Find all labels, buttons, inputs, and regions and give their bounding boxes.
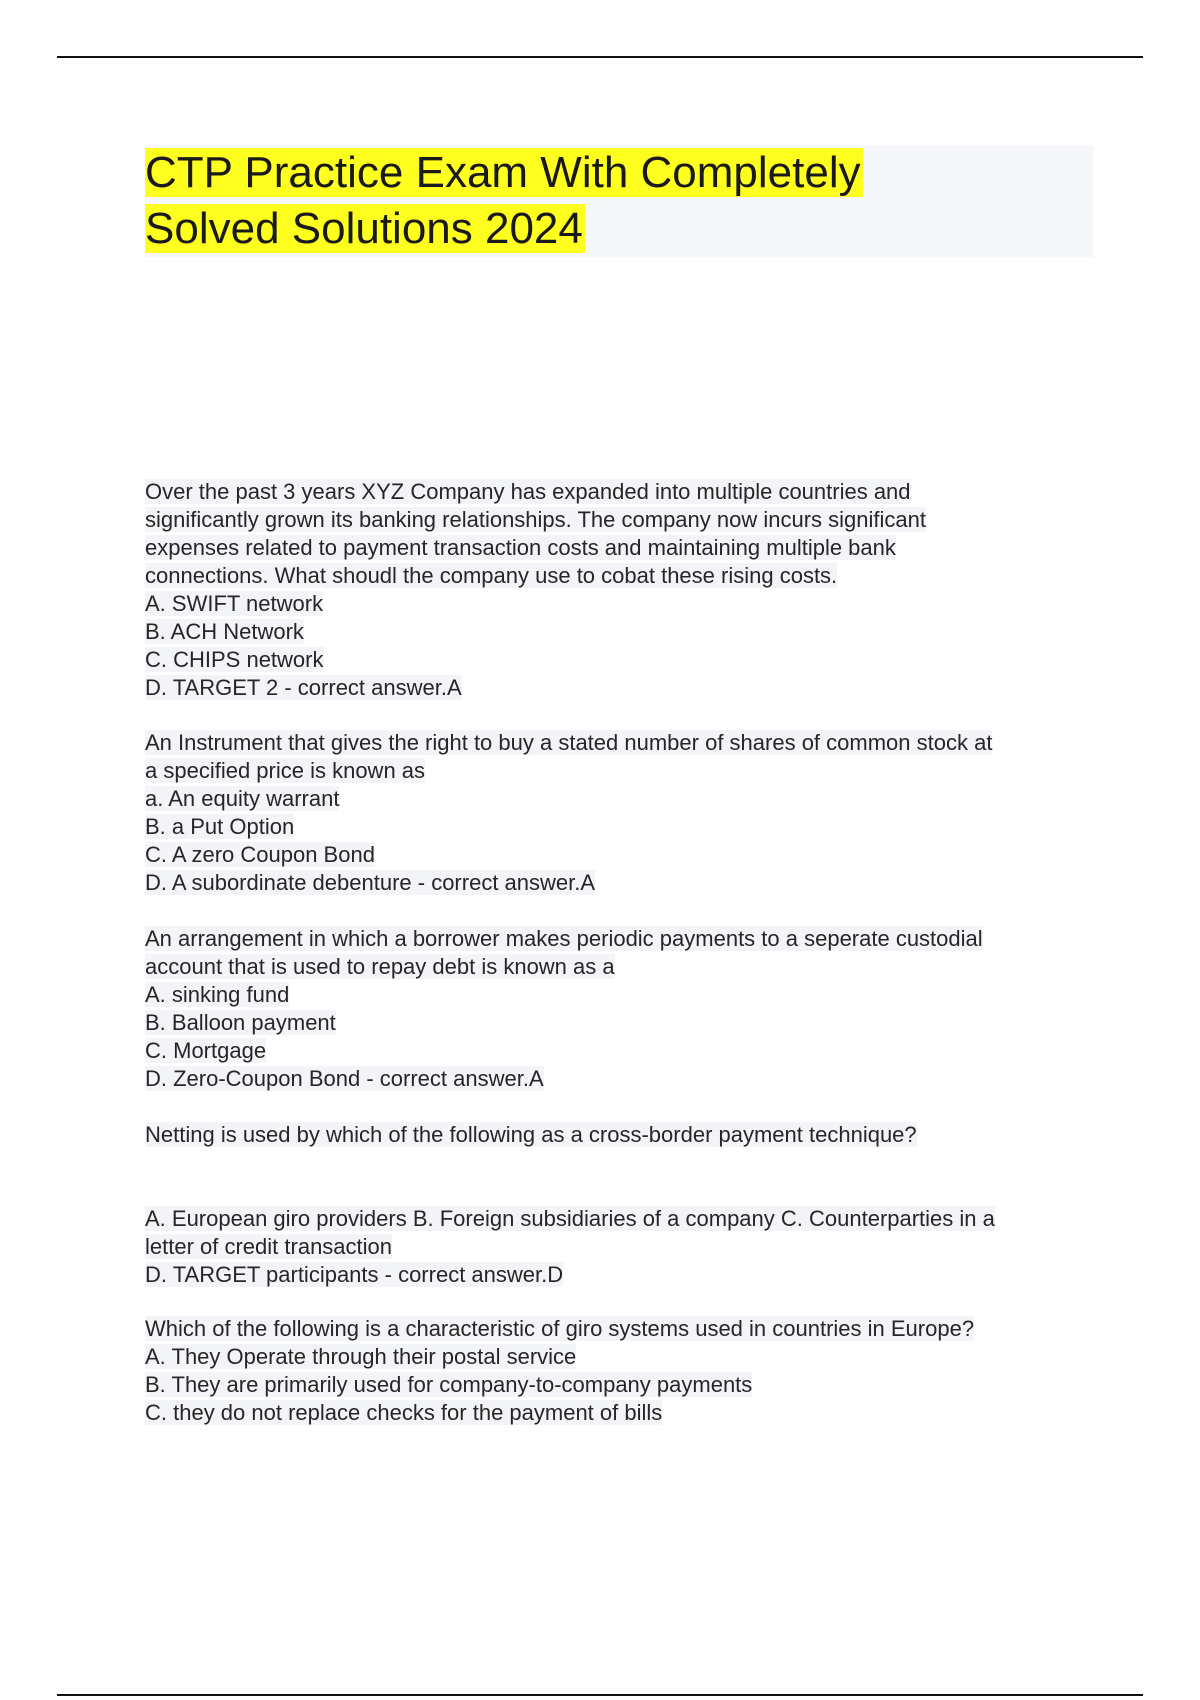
answer-option: D. A subordinate debenture - correct answer.A (145, 870, 596, 895)
question-text: expenses related to payment transaction costs and maintaining multiple bank (145, 535, 896, 560)
question-text: Which of the following is a characteristic of giro systems used in countries in Europe? (145, 1316, 975, 1341)
answer-option: C. A zero Coupon Bond (145, 842, 375, 867)
question-text: account that is used to repay debt is known as a (145, 954, 615, 979)
question-block (145, 478, 1085, 702)
question-text: Over the past 3 years XYZ Company has expanded into multiple countries and (145, 479, 911, 504)
answer-option: A. SWIFT network (145, 591, 324, 616)
answer-option: B. Balloon payment (145, 1010, 336, 1035)
header-rule (57, 56, 1143, 58)
question-text: connections. What shoudl the company use to cobat these rising costs. (145, 563, 838, 588)
question-text: An Instrument that gives the right to buy a stated number of shares of common stock at (145, 730, 993, 755)
answer-option: B. a Put Option (145, 814, 295, 839)
title-line: CTP Practice Exam With Completely (145, 148, 861, 197)
title-line: Solved Solutions 2024 (145, 204, 583, 253)
answer-option: a. An equity warrant (145, 786, 340, 811)
question-text: Netting is used by which of the following as a cross-border payment technique? (145, 1122, 917, 1147)
answer-option: A. European giro providers B. Foreign subsidiaries of a company C. Counterparties in a (145, 1206, 995, 1231)
answer-option: A. They Operate through their postal service (145, 1344, 577, 1369)
question-text: An arrangement in which a borrower makes periodic payments to a seperate custodial (145, 926, 983, 951)
document-title (145, 145, 1093, 257)
question-text: significantly grown its banking relationships. The company now incurs significant (145, 507, 926, 532)
answer-option: letter of credit transaction (145, 1234, 393, 1259)
question-block (145, 729, 1085, 897)
answer-option: D. TARGET participants - correct answer.D (145, 1262, 564, 1287)
spacer-line (145, 1177, 1085, 1205)
answer-option: A. sinking fund (145, 982, 290, 1007)
spacer-line (145, 1149, 1085, 1177)
answer-option: D. TARGET 2 - correct answer.A (145, 675, 462, 700)
question-block (145, 1121, 1085, 1289)
footer-rule (57, 1694, 1143, 1696)
answer-option: C. Mortgage (145, 1038, 267, 1063)
answer-option: B. They are primarily used for company-to-company payments (145, 1372, 753, 1397)
answer-option: B. ACH Network (145, 619, 304, 644)
question-text: a specified price is known as (145, 758, 426, 783)
answer-option: C. CHIPS network (145, 647, 324, 672)
answer-option: C. they do not replace checks for the payment of bills (145, 1400, 663, 1425)
answer-option: D. Zero-Coupon Bond - correct answer.A (145, 1066, 544, 1091)
question-block (145, 1315, 1085, 1427)
question-block (145, 925, 1085, 1093)
